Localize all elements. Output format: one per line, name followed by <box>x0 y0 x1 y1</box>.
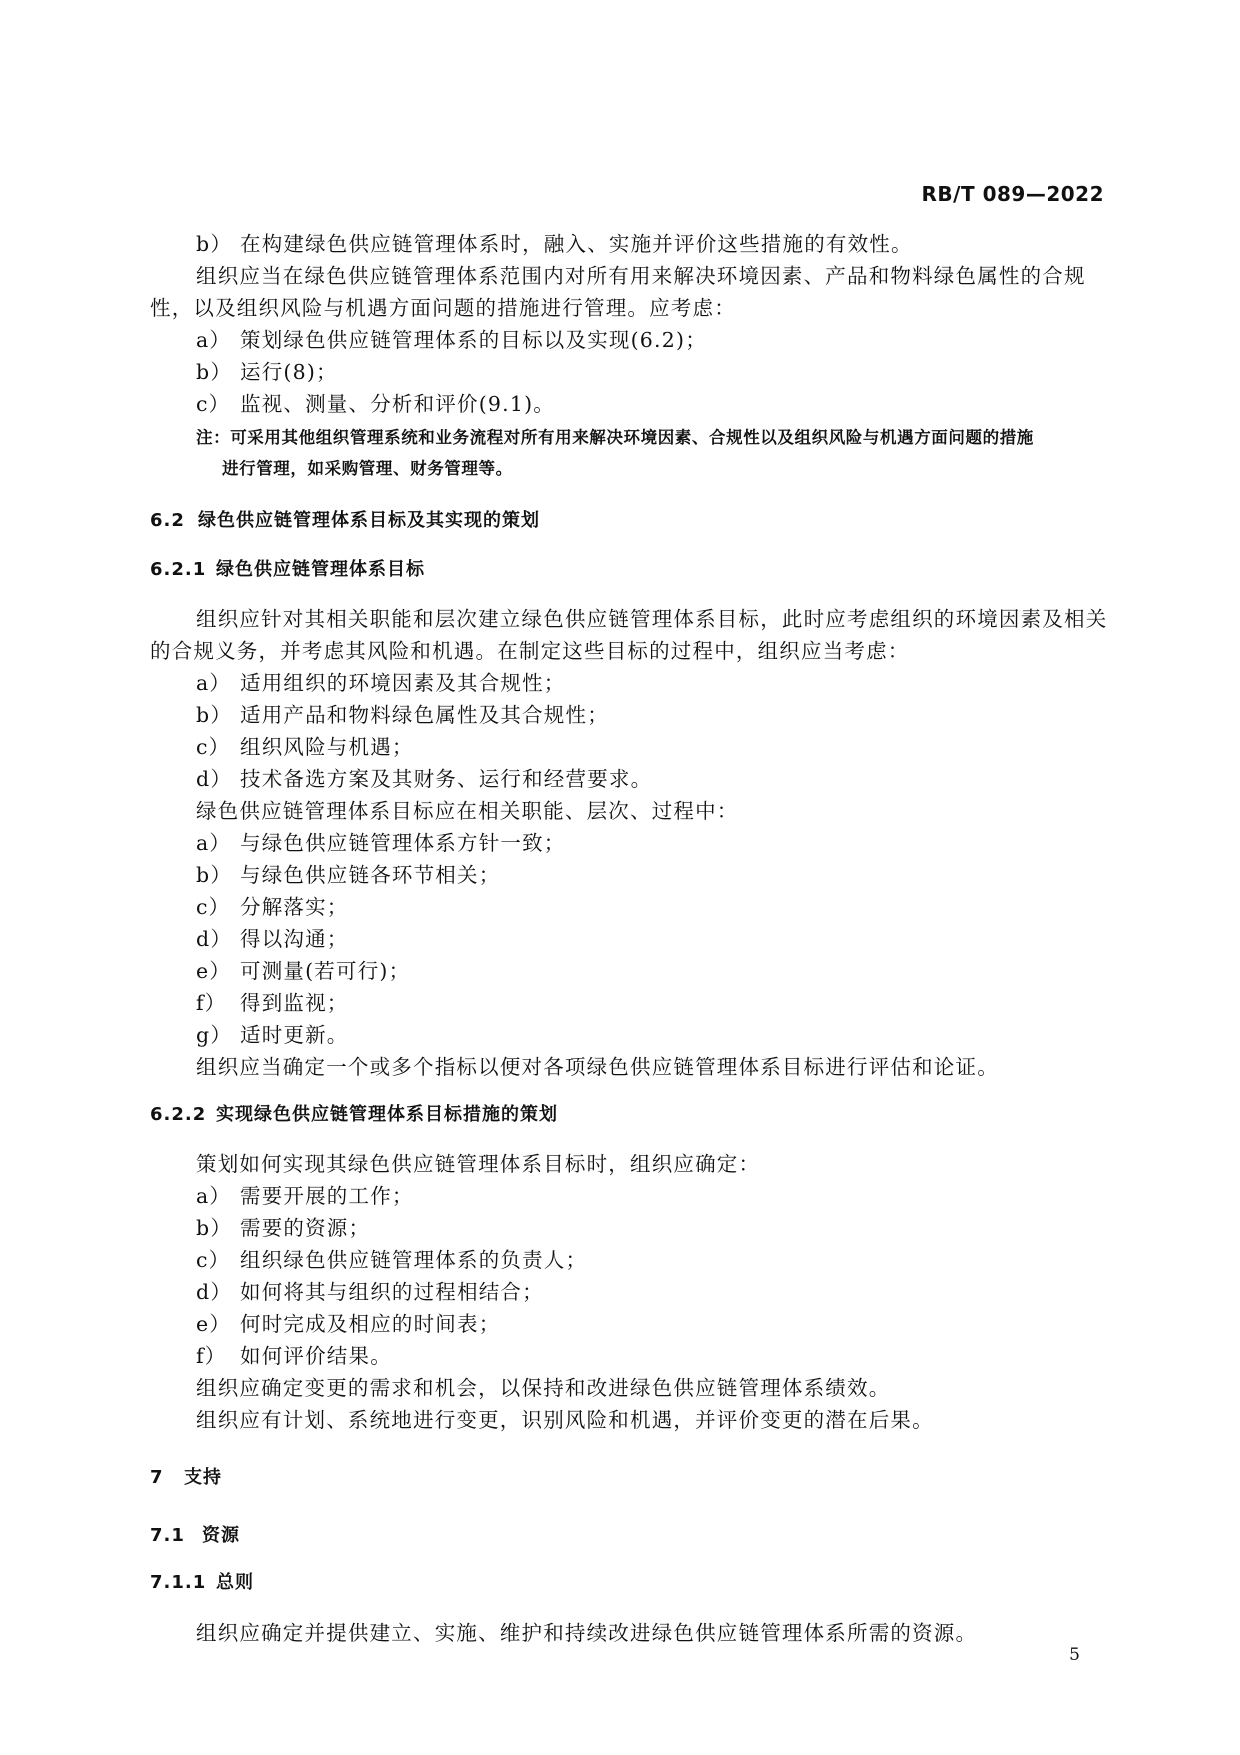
list-item: f） 如何评价结果。 <box>196 1344 392 1368</box>
section-heading-7: 7 支持 <box>150 1467 222 1488</box>
list-item: c） 分解落实； <box>196 895 349 919</box>
paragraph: 组织应确定并提供建立、实施、维护和持续改进绿色供应链管理体系所需的资源。 <box>196 1621 978 1645</box>
note-continuation: 进行管理，如采购管理、财务管理等。 <box>222 459 513 478</box>
list-item: b） 需要的资源； <box>196 1216 371 1240</box>
list-item: b） 适用产品和物料绿色属性及其合规性； <box>196 703 609 727</box>
paragraph: 组织应针对其相关职能和层次建立绿色供应链管理体系目标，此时应考虑组织的环境因素及相关 <box>196 607 1108 631</box>
section-heading-7-1: 7.1 资源 <box>150 1525 240 1546</box>
paragraph: 组织应当在绿色供应链管理体系范围内对所有用来解决环境因素、产品和物料绿色属性的合规 <box>196 264 1086 288</box>
paragraph-continuation: 性，以及组织风险与机遇方面问题的措施进行管理。应考虑： <box>150 296 736 320</box>
section-heading-6-2-1: 6.2.1 绿色供应链管理体系目标 <box>150 559 425 580</box>
list-item: d） 得以沟通； <box>196 927 349 951</box>
list-item: g） 适时更新。 <box>196 1023 349 1047</box>
section-heading-6-2-2: 6.2.2 实现绿色供应链管理体系目标措施的策划 <box>150 1104 558 1125</box>
section-heading-6-2: 6.2 绿色供应链管理体系目标及其实现的策划 <box>150 510 540 531</box>
paragraph: 绿色供应链管理体系目标应在相关职能、层次、过程中： <box>196 799 739 823</box>
list-item: a） 适用组织的环境因素及其合规性； <box>196 671 566 695</box>
paragraph: 组织应有计划、系统地进行变更，识别风险和机遇，并评价变更的潜在后果。 <box>196 1408 934 1432</box>
list-item: a） 与绿色供应链管理体系方针一致； <box>196 831 566 855</box>
list-item: d） 如何将其与组织的过程相结合； <box>196 1280 544 1304</box>
list-item: b） 运行(8)； <box>196 360 338 384</box>
page-number: 5 <box>1069 1645 1080 1665</box>
paragraph: 策划如何实现其绿色供应链管理体系目标时，组织应确定： <box>196 1152 761 1176</box>
list-item: d） 技术备选方案及其财务、运行和经营要求。 <box>196 767 653 791</box>
list-item: a） 需要开展的工作； <box>196 1184 414 1208</box>
list-item: a） 策划绿色供应链管理体系的目标以及实现(6.2)； <box>196 328 707 352</box>
paragraph-continuation: 的合规义务，并考虑其风险和机遇。在制定这些目标的过程中，组织应当考虑： <box>150 639 910 663</box>
paragraph: 组织应确定变更的需求和机会，以保持和改进绿色供应链管理体系绩效。 <box>196 1376 891 1400</box>
section-heading-7-1-1: 7.1.1 总则 <box>150 1572 254 1593</box>
list-item: e） 可测量(若可行)； <box>196 959 411 983</box>
list-item: e） 何时完成及相应的时间表； <box>196 1312 501 1336</box>
list-item: c） 组织绿色供应链管理体系的负责人； <box>196 1248 588 1272</box>
list-item: c） 组织风险与机遇； <box>196 735 414 759</box>
paragraph: 组织应当确定一个或多个指标以便对各项绿色供应链管理体系目标进行评估和论证。 <box>196 1055 999 1079</box>
note: 注：可采用其他组织管理系统和业务流程对所有用来解决环境因素、合规性以及组织风险与机遇方面问题的措施 <box>196 428 1034 447</box>
list-item: b） 在构建绿色供应链管理体系时，融入、实施并评价这些措施的有效性。 <box>196 232 913 256</box>
list-item: c） 监视、测量、分析和评价(9.1)。 <box>196 392 555 416</box>
list-item: f） 得到监视； <box>196 991 349 1015</box>
list-item: b） 与绿色供应链各环节相关； <box>196 863 501 887</box>
document-code: RB/T 089—2022 <box>921 182 1104 206</box>
